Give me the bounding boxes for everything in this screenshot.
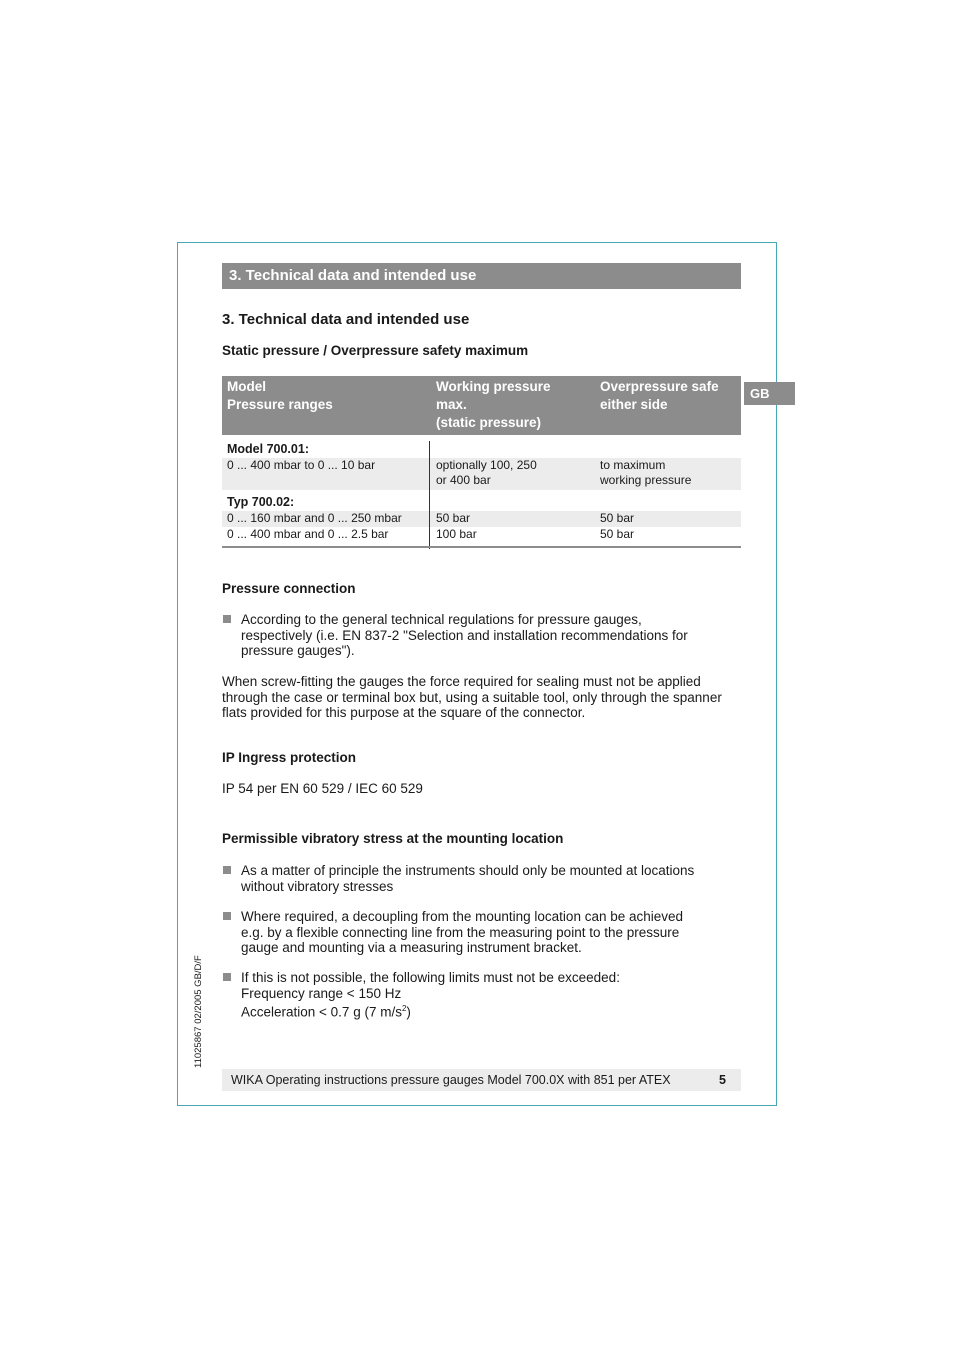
table-row	[222, 458, 741, 490]
bullet-square-icon	[223, 973, 231, 981]
ip-heading: IP Ingress protection	[222, 750, 357, 765]
bullet-square-icon	[223, 866, 231, 874]
group-700-01: Model 700.01:	[227, 442, 309, 456]
bullet-text: Where required, a decoupling from the mounting location can be achieved e.g. by a flexible connecting line from the measuring point to the pressure gauge and mounting via a measuring instrument bracket.	[241, 909, 684, 955]
bullet-text	[241, 970, 742, 1020]
cell-range: 0 ... 160 mbar and 0 ... 250 mbar	[227, 511, 402, 525]
cell-range: 0 ... 400 mbar and 0 ... 2.5 bar	[227, 527, 389, 541]
bullet-text: As a matter of principle the instruments should only be mounted at locations without vibratory stresses	[241, 863, 695, 894]
bullet-text: According to the general technical regulations for pressure gauges, respectively (i.e. EN 837-2 "Selection and installation recommendations for pressure gauges").	[241, 612, 688, 658]
list-item	[222, 970, 742, 1020]
header-working-pressure: Working pressure max. (static pressure)	[436, 379, 551, 430]
closing-paren: )	[406, 1004, 411, 1020]
list-item	[222, 863, 742, 894]
document-code: 11025867 02/2005 GB/D/F	[193, 955, 204, 1068]
section-header-bar: 3. Technical data and intended use	[222, 263, 741, 289]
cell-overpressure: 50 bar	[600, 527, 635, 541]
acceleration-limit: Acceleration < 0.7 g (7 m/s	[241, 1004, 402, 1020]
cell-range: 0 ... 400 mbar to 0 ... 10 bar	[227, 458, 376, 472]
screw-fitting-paragraph: When screw-fitting the gauges the force required for sealing must not be applied through the case or terminal box but, using a suitable tool, only through the spanner flats provided for this purpose at the square of the connector.	[222, 674, 722, 720]
table-header	[222, 376, 741, 435]
table-body	[222, 435, 741, 549]
bullet-square-icon	[223, 912, 231, 920]
column-divider	[429, 441, 430, 549]
superscript: 2	[401, 1004, 407, 1013]
page-number: 5	[719, 1073, 726, 1087]
vibration-heading: Permissible vibratory stress at the mounting location	[222, 831, 564, 846]
cell-overpressure: to maximum working pressure	[600, 458, 692, 487]
list-item	[222, 909, 742, 956]
language-tab: GB	[744, 382, 795, 405]
limits-intro: If this is not possible, the following limits must not be exceeded:	[241, 970, 620, 985]
table-row	[222, 511, 741, 527]
footer-bar	[222, 1069, 741, 1091]
pressure-connection-heading: Pressure connection	[222, 581, 356, 596]
pressure-table	[222, 376, 741, 549]
page-title: 3. Technical data and intended use	[222, 311, 470, 328]
table-bottom-rule	[222, 546, 741, 548]
cell-overpressure: 50 bar	[600, 511, 635, 525]
frequency-limit: Frequency range < 150 Hz	[241, 985, 402, 1001]
footer-text: WIKA Operating instructions pressure gauges Model 700.0X with 851 per ATEX	[231, 1073, 671, 1087]
cell-working: 50 bar	[436, 511, 471, 525]
list-item	[222, 612, 742, 659]
group-700-02: Typ 700.02:	[227, 495, 295, 509]
bullet-square-icon	[223, 615, 231, 623]
cell-working: optionally 100, 250 or 400 bar	[436, 458, 537, 487]
ip-text: IP 54 per EN 60 529 / IEC 60 529	[222, 781, 423, 796]
table-row	[222, 527, 741, 543]
header-overpressure: Overpressure safe either side	[600, 379, 719, 412]
header-model: Model Pressure ranges	[227, 379, 333, 412]
static-pressure-heading: Static pressure / Overpressure safety maximum	[222, 343, 529, 358]
cell-working: 100 bar	[436, 527, 477, 541]
